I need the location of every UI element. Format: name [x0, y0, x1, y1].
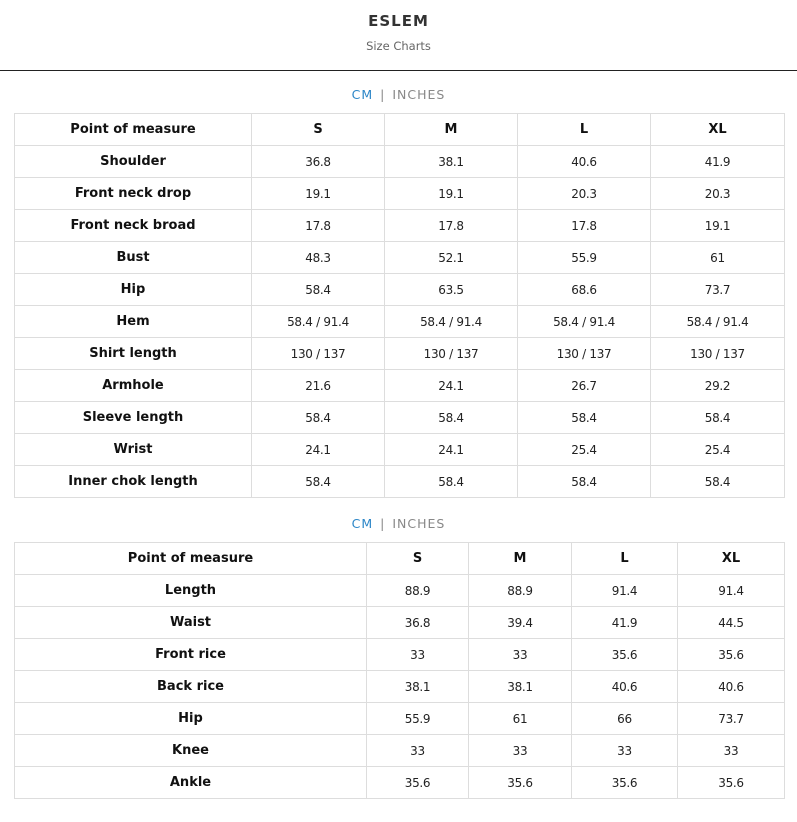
- table-row: [15, 370, 785, 402]
- table-row: [15, 242, 785, 274]
- size-value: 58.4 / 91.4: [385, 306, 518, 338]
- size-value: 130 / 137: [252, 338, 385, 370]
- measure-label: Hem: [15, 306, 252, 338]
- size-value: 38.1: [385, 146, 518, 178]
- size-value: 58.4: [651, 466, 785, 498]
- table-header-row: [15, 543, 785, 575]
- size-value: 17.8: [385, 210, 518, 242]
- size-value: 66: [572, 703, 678, 735]
- size-value: 35.6: [367, 767, 469, 799]
- size-value: 52.1: [385, 242, 518, 274]
- unit-switch-bottom: [0, 516, 797, 531]
- size-value: 91.4: [678, 575, 785, 607]
- unit-switch-top: [0, 87, 797, 102]
- bottom-size-table: [14, 542, 785, 799]
- size-value: 73.7: [651, 274, 785, 306]
- measure-label: Hip: [15, 703, 367, 735]
- measure-label: Wrist: [15, 434, 252, 466]
- size-value: 88.9: [367, 575, 469, 607]
- size-value: 33: [572, 735, 678, 767]
- size-value: 38.1: [469, 671, 572, 703]
- size-value: 33: [367, 639, 469, 671]
- size-value: 58.4: [651, 402, 785, 434]
- size-value: 38.1: [367, 671, 469, 703]
- size-value: 25.4: [651, 434, 785, 466]
- column-header-size: S: [252, 114, 385, 146]
- column-header-size: L: [572, 543, 678, 575]
- column-header-size: M: [385, 114, 518, 146]
- size-value: 130 / 137: [385, 338, 518, 370]
- size-value: 17.8: [518, 210, 651, 242]
- table-row: [15, 274, 785, 306]
- size-value: 61: [651, 242, 785, 274]
- measure-label: Sleeve length: [15, 402, 252, 434]
- measure-label: Hip: [15, 274, 252, 306]
- table-row: [15, 210, 785, 242]
- size-value: 24.1: [252, 434, 385, 466]
- measure-label: Front neck broad: [15, 210, 252, 242]
- size-value: 58.4 / 91.4: [252, 306, 385, 338]
- page-subtitle: Size Charts: [366, 39, 431, 53]
- size-value: 48.3: [252, 242, 385, 274]
- size-value: 35.6: [678, 767, 785, 799]
- size-value: 44.5: [678, 607, 785, 639]
- size-value: 58.4 / 91.4: [651, 306, 785, 338]
- size-value: 61: [469, 703, 572, 735]
- size-value: 33: [469, 639, 572, 671]
- measure-label: Shoulder: [15, 146, 252, 178]
- table-row: [15, 466, 785, 498]
- column-header-size: M: [469, 543, 572, 575]
- size-value: 36.8: [367, 607, 469, 639]
- measure-label: Armhole: [15, 370, 252, 402]
- column-header-size: L: [518, 114, 651, 146]
- size-value: 20.3: [651, 178, 785, 210]
- table-row: [15, 607, 785, 639]
- size-value: 29.2: [651, 370, 785, 402]
- unit-separator: |: [380, 87, 386, 102]
- size-value: 21.6: [252, 370, 385, 402]
- size-value: 58.4 / 91.4: [518, 306, 651, 338]
- size-value: 24.1: [385, 370, 518, 402]
- measure-label: Shirt length: [15, 338, 252, 370]
- column-header-measure: Point of measure: [15, 114, 252, 146]
- size-value: 58.4: [518, 466, 651, 498]
- size-value: 19.1: [651, 210, 785, 242]
- column-header-size: S: [367, 543, 469, 575]
- size-value: 58.4: [385, 402, 518, 434]
- size-value: 40.6: [518, 146, 651, 178]
- top-size-table: [14, 113, 785, 498]
- size-value: 58.4: [518, 402, 651, 434]
- table-row: [15, 575, 785, 607]
- size-value: 35.6: [469, 767, 572, 799]
- table-row: [15, 146, 785, 178]
- table-header-row: [15, 114, 785, 146]
- table-row: [15, 703, 785, 735]
- column-header-size: XL: [651, 114, 785, 146]
- table-row: [15, 338, 785, 370]
- table-row: [15, 767, 785, 799]
- measure-label: Ankle: [15, 767, 367, 799]
- size-value: 25.4: [518, 434, 651, 466]
- size-value: 36.8: [252, 146, 385, 178]
- table-row: [15, 178, 785, 210]
- size-value: 19.1: [252, 178, 385, 210]
- table-row: [15, 402, 785, 434]
- table-row: [15, 671, 785, 703]
- size-value: 55.9: [518, 242, 651, 274]
- size-value: 35.6: [572, 767, 678, 799]
- size-value: 55.9: [367, 703, 469, 735]
- unit-inches-link[interactable]: INCHES: [392, 516, 446, 531]
- measure-label: Inner chok length: [15, 466, 252, 498]
- measure-label: Front neck drop: [15, 178, 252, 210]
- size-value: 88.9: [469, 575, 572, 607]
- size-value: 39.4: [469, 607, 572, 639]
- unit-inches-link[interactable]: INCHES: [392, 87, 446, 102]
- measure-label: Waist: [15, 607, 367, 639]
- page-header: [0, 0, 797, 71]
- size-value: 91.4: [572, 575, 678, 607]
- size-value: 130 / 137: [518, 338, 651, 370]
- size-value: 35.6: [678, 639, 785, 671]
- unit-cm-link[interactable]: CM: [351, 87, 374, 102]
- size-value: 73.7: [678, 703, 785, 735]
- size-value: 58.4: [252, 466, 385, 498]
- size-value: 58.4: [385, 466, 518, 498]
- size-value: 41.9: [572, 607, 678, 639]
- size-value: 130 / 137: [651, 338, 785, 370]
- size-value: 33: [367, 735, 469, 767]
- size-value: 41.9: [651, 146, 785, 178]
- unit-separator: |: [380, 516, 386, 531]
- size-value: 26.7: [518, 370, 651, 402]
- table-row: [15, 306, 785, 338]
- size-value: 58.4: [252, 274, 385, 306]
- measure-label: Length: [15, 575, 367, 607]
- size-value: 68.6: [518, 274, 651, 306]
- unit-cm-link[interactable]: CM: [351, 516, 374, 531]
- table-row: [15, 434, 785, 466]
- size-value: 19.1: [385, 178, 518, 210]
- size-value: 33: [469, 735, 572, 767]
- table-row: [15, 639, 785, 671]
- size-value: 33: [678, 735, 785, 767]
- size-value: 40.6: [678, 671, 785, 703]
- size-value: 58.4: [252, 402, 385, 434]
- size-value: 24.1: [385, 434, 518, 466]
- column-header-size: XL: [678, 543, 785, 575]
- size-value: 20.3: [518, 178, 651, 210]
- size-value: 40.6: [572, 671, 678, 703]
- size-value: 17.8: [252, 210, 385, 242]
- column-header-measure: Point of measure: [15, 543, 367, 575]
- size-value: 35.6: [572, 639, 678, 671]
- table-row: [15, 735, 785, 767]
- measure-label: Bust: [15, 242, 252, 274]
- measure-label: Front rice: [15, 639, 367, 671]
- measure-label: Knee: [15, 735, 367, 767]
- size-value: 63.5: [385, 274, 518, 306]
- brand-title: ESLEM: [368, 12, 429, 30]
- measure-label: Back rice: [15, 671, 367, 703]
